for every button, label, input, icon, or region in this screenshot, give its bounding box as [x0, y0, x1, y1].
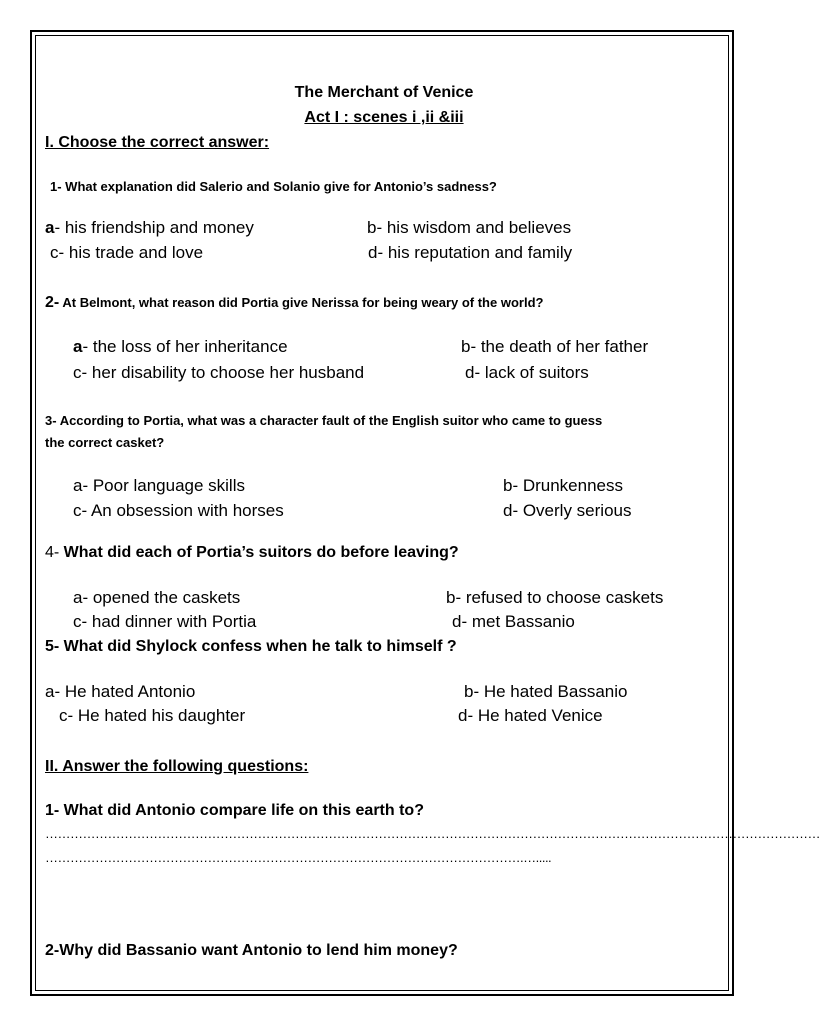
- question-3-option-d: d- Overly serious: [503, 501, 632, 520]
- question-3-option-c: c- An obsession with horses: [73, 501, 284, 520]
- option-letter: a: [45, 218, 55, 237]
- question-2-option-c: c- her disability to choose her husband: [73, 363, 365, 382]
- question-4-option-c: c- had dinner with Portia: [73, 612, 257, 631]
- question-4-text: [45, 545, 459, 561]
- section2-heading: II. Answer the following questions:: [45, 758, 309, 775]
- question-5-option-c: c- He hated his daughter: [59, 706, 246, 725]
- question-5-text: 5- What did Shylock confess when he talk to himself ?: [45, 638, 457, 655]
- answer-line-1[interactable]: ……………………………………………………………………………………………………………………………………………………………………: [45, 826, 820, 841]
- question-1-option-d: d- his reputation and family: [368, 243, 573, 262]
- question-2-option-d: d- lack of suitors: [465, 363, 589, 382]
- option-letter: a: [73, 337, 83, 356]
- question-3-option-b: b- Drunkenness: [503, 476, 624, 495]
- question-number: 2-: [45, 294, 60, 311]
- question-4-option-b: b- refused to choose caskets: [446, 588, 664, 607]
- worksheet-title: The Merchant of Venice: [294, 84, 474, 101]
- question-4-option-a: a- opened the caskets: [73, 588, 241, 607]
- question-1-option-a: [45, 219, 254, 236]
- question-3-option-a: a- Poor language skills: [73, 476, 245, 495]
- question-1-option-b: b- his wisdom and believes: [367, 218, 572, 237]
- section2-question-2: 2-Why did Bassanio want Antonio to lend him money?: [45, 942, 458, 959]
- section1-heading: I. Choose the correct answer:: [45, 134, 270, 151]
- answer-line-2[interactable]: …………………………………………………………………………………………………….….....: [45, 850, 552, 865]
- question-4-option-d: d- met Bassanio: [452, 612, 575, 631]
- question-body: What did each of Portia’s suitors do before leaving?: [63, 544, 459, 561]
- question-5-option-a: a- He hated Antonio: [45, 682, 196, 701]
- question-body: At Belmont, what reason did Portia give Nerissa for being weary of the world?: [59, 295, 544, 310]
- worksheet-subtitle: Act I : scenes i ,ii &iii: [304, 109, 464, 126]
- option-text: - his friendship and money: [54, 218, 254, 237]
- question-5-option-b: b- He hated Bassanio: [464, 682, 628, 701]
- question-3-text-line1: 3- According to Portia, what was a character fault of the English suitor who came to guess: [45, 413, 603, 428]
- section2-question-1: 1- What did Antonio compare life on this earth to?: [45, 802, 424, 819]
- question-2-option-a: [73, 338, 288, 355]
- question-number: 4-: [45, 544, 64, 561]
- question-3-text-line2: the correct casket?: [45, 435, 165, 450]
- question-1-text: 1- What explanation did Salerio and Solanio give for Antonio’s sadness?: [50, 179, 497, 194]
- question-1-option-c: c- his trade and love: [50, 243, 204, 262]
- question-5-option-d: d- He hated Venice: [458, 706, 603, 725]
- option-text: - the loss of her inheritance: [82, 337, 288, 356]
- question-2-text: [45, 295, 543, 311]
- question-2-option-b: b- the death of her father: [461, 337, 649, 356]
